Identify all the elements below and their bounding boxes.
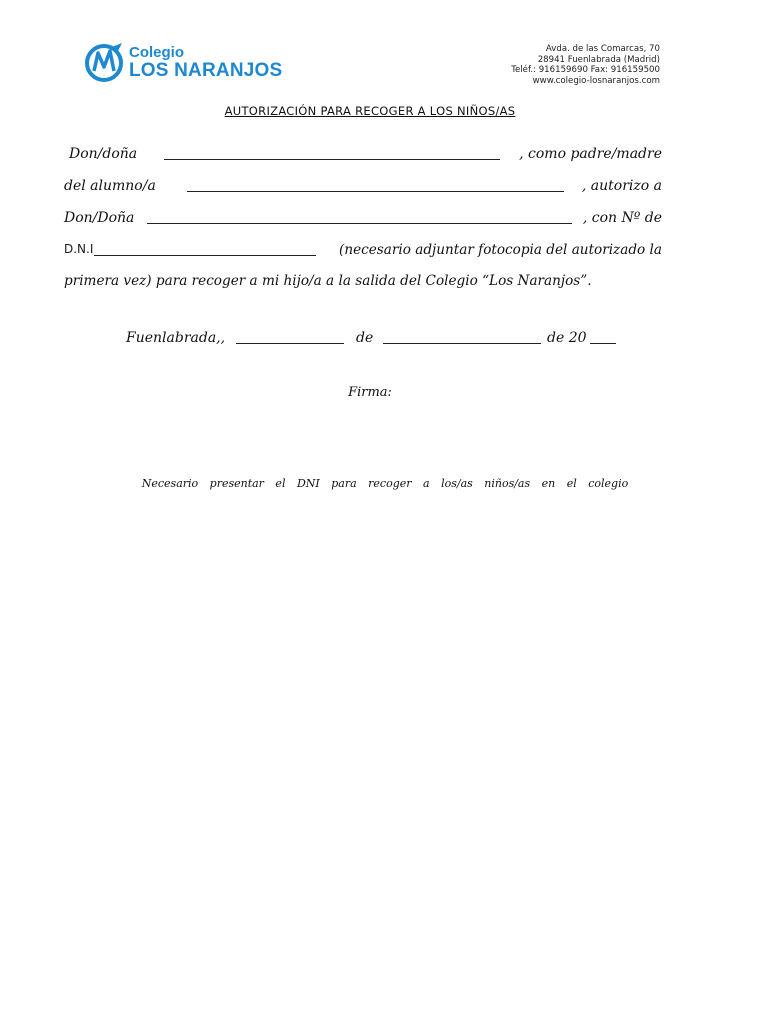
guardian-suffix: , como padre/madre: [519, 146, 662, 162]
authorized-label: Don/Doña: [64, 210, 135, 226]
date-year-blank[interactable]: [590, 331, 616, 344]
date-month-blank[interactable]: [383, 331, 541, 344]
student-name-blank[interactable]: [187, 179, 564, 192]
address-city: 28941 Fuenlabrada (Madrid): [537, 54, 660, 65]
school-emblem-icon: [84, 41, 126, 83]
footer-note: Necesario presentar el DNI para recoger a los/as niños/as en el colegio: [141, 477, 629, 490]
guardian-name-blank[interactable]: [164, 147, 500, 160]
authorized-suffix: , con Nº de: [582, 210, 662, 226]
date-de-1: de: [356, 330, 374, 346]
address-street: Avda. de las Comarcas, 70: [545, 44, 660, 54]
school-address: [511, 44, 660, 86]
dni-blank[interactable]: [94, 243, 316, 256]
date-de-2: de 20: [547, 330, 587, 346]
school-logo: [84, 41, 284, 83]
address-phone: Teléf.: 916159690 Fax: 916159500: [511, 65, 660, 76]
form-line-guardian: [69, 146, 137, 162]
address-website: www.colegio-losnaranjos.com: [532, 75, 660, 86]
student-suffix: , autorizo a: [581, 178, 662, 194]
date-place: Fuenlabrada,,: [126, 330, 226, 346]
document-title: AUTORIZACIÓN PARA RECOGER A LOS NIÑOS/AS: [224, 104, 516, 118]
guardian-label: Don/doña: [69, 146, 138, 162]
dni-label: D.N.I: [64, 242, 94, 256]
logo-text-colegio: Colegio: [129, 44, 184, 61]
logo-text-name: LOS NARANJOS: [129, 60, 283, 81]
authorized-name-blank[interactable]: [147, 211, 572, 224]
date-day-blank[interactable]: [236, 331, 344, 344]
dni-note: (necesario adjuntar fotocopia del autorizado la: [339, 242, 662, 258]
student-label: del alumno/a: [64, 178, 156, 194]
pickup-text: primera vez) para recoger a mi hijo/a a la salida del Colegio “Los Naranjos”.: [64, 273, 592, 289]
signature-label: Firma:: [348, 385, 392, 400]
